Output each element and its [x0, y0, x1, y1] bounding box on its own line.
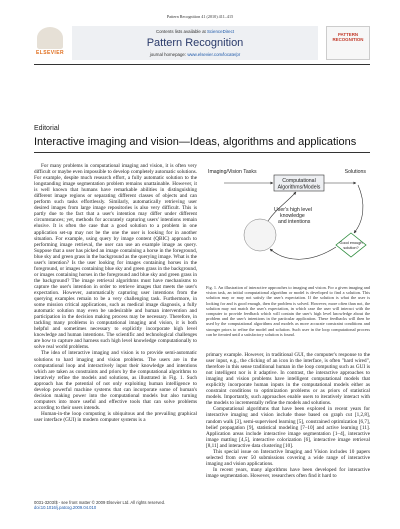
contents-line	[72, 29, 318, 34]
figure-label-tasks: Imaging/Vision Tasks	[208, 169, 257, 175]
figure-label-decision-2: solution?	[343, 246, 359, 250]
doi-link[interactable]: doi:10.1016/j.patcog.2009.04.010	[34, 505, 97, 510]
journal-masthead	[34, 26, 370, 60]
figure-label-knowledge-2: knowledge	[280, 213, 305, 219]
body-paragraph: This special issue on Interactive Imaging and Vision includes 10 papers selected from over 50 submissions covering a wide range of interactive imaging and vision applications.	[206, 448, 370, 467]
body-paragraph: Human-in-the loop computing is ubiquitous and the prevailing graphical user interface (GUI) in modern computer systems is a	[34, 410, 197, 423]
decision-diamond	[336, 233, 366, 257]
figure-label-algorithms-2: Algorithms/Models	[277, 184, 321, 191]
body-paragraph: For many problems in computational imaging and vision, it is often very difficult or maybe even impossible to develop completely automatic solutions. For example, despite much research effort, a fully automatic solution to the longstanding image segmentation problem remains unattainable. However, it is well known that humans have remarkable abilities in distinguishing different image regions or separating different classes of objects and can perform such tasks effortlessly. Similarly, automatically retrieving user desired images from large image repositories is also very difficult. This is partly due to the fact that a user's intention may differ under different circumstances; yet, methods for accurately capturing users' intentions remain elusive. It is often the case that a good solution to a problem in one application set-up may not be the one the user is looking for in another situation. For example, using query by image content (QBIC) approach to performing image retrieval, the user can use an example image as query. Suppose that a user has picked an image containing a horse in the foreground, blue sky and green grass in the background as the querying image. What is the user's intention? Is the user looking for images containing horses in the foreground, or images containing blue sky and green grass in the background, or images containing horses in the foreground and blue sky and green grass in the background? The image retrieval algorithms must have mechanisms to capture the user's intention in order to retrieve images that meets the user's expectation. However, automatically capturing user intentions from the querying examples remain to be a very challenging task. Furthermore, in some mission critical applications, such as medical image diagnosis, a fully automatic solution may even be undesirable and human intervention and participation in the decision making process may be necessary. Therefore, in tackling many problems in computational imaging and vision, it is both helpful and sometimes necessary to explicitly incorporate high level knowledge and human intentions. The scientific and technological challenges are how to capture and harness such high level knowledge computationally to solve real world problems.	[34, 163, 197, 351]
user-head-icon	[244, 219, 276, 251]
page-footer	[34, 500, 165, 510]
figure-label-knowledge-1: User's high level	[274, 207, 312, 213]
figure-label-decision-1: Good enough	[339, 241, 363, 245]
copyright-line: 0031-3203/$ - see front matter © 2009 Elsevier Ltd. All rights reserved.	[34, 500, 166, 505]
body-right-column	[206, 352, 370, 484]
figure-1	[206, 163, 370, 285]
journal-homepage-line	[72, 52, 318, 57]
title-rule	[34, 152, 370, 153]
elsevier-tree-icon	[37, 27, 63, 49]
arrow-check-to-user	[270, 247, 336, 259]
figure-caption: Fig. 1. An illustration of interactive approaches to imaging and vision. For a given imaging and vision task, an initial computational algorithm or model is developed to find a solution. This solution may or may not satisfy the user's expectation. If the solution is what the user is looking for and is good enough, then the problem is solved. However, more often than not, the solution may not match the user's expectation, in which case the user will interact with the computer to provide feedback which will contain the user's high level knowledge about the problem and the user's intentions in the particular application. These feedbacks will then be used by the computational algorithms and models as more accurate constraint conditions and stronger priors to refine the model and solution. Such user in the loop computational process can be iterated until a satisfactory solution is found.	[206, 285, 370, 337]
journal-title: Pattern Recognition	[146, 37, 244, 49]
figure-label-algorithms-1: Computational	[282, 178, 316, 184]
masthead-banner	[72, 26, 318, 60]
homepage-link[interactable]: www.elsevier.com/locate/pr	[187, 52, 241, 57]
sciencedirect-link[interactable]: ScienceDirect	[206, 29, 235, 34]
journal-cover-thumbnail	[326, 26, 370, 60]
cover-title: PATTERN RECOGNITION	[332, 32, 364, 42]
header-rule	[34, 64, 370, 65]
body-paragraph: Computational algorithms that have been explored in recent years for interactive imaging and vision include those based on graph cut [1,2,8], random walk [3], semi-supervised learning [5], constrained optimization [6,7], belief propagation [9], statistical modeling [7–10] and active learning [11]. Application areas include interactive image segmentation [1–4], interactive image matting [4,5], interactive colorization [6], interactive image retrieval [8,11] and interactive data clustering [10].	[206, 406, 370, 449]
figure-label-knowledge-3: and intentions	[278, 219, 311, 225]
body-left-column	[34, 163, 197, 483]
publisher-name: ELSEVIER	[36, 50, 64, 56]
interactive-loop-diagram	[206, 163, 370, 285]
homepage-prefix: journal homepage:	[149, 52, 188, 57]
article-section: Editorial	[34, 125, 60, 132]
arrow-solution-to-check	[354, 185, 363, 233]
body-paragraph: The idea of interactive imaging and vision is to provide semi-automatic solutions to hard imaging and vision problems. The users are in the computational loop and interactively input their knowledge and intentions which are taken as constraints and priors by the computational algorithms to iteratively refine the models and solutions, as illustrated in Fig. 1. Such approach has the potential of not only exploiting human intelligence to develop powerful machine systems that can incorporate some of human's decision making power into the computational models but also turning computers into more useful and effective tools that can solve problems according to their users intends.	[34, 350, 197, 411]
body-paragraph: primary example. However, in traditional GUI, the computer's response to the user input, e.g., the clicking of an icon in the interface, is often "hard wired", therefore in this sense traditional human in the loop computing such as GUI is not intelligent nor is it adaptive. In contrast, the interactive approaches to imaging and vision problems have intelligent computational models that explicitly incorporate human inputs in the computational models either as constraint conditions to optimization problems or as priors of statistical models. Importantly, such approaches enable users to iteratively interact with the models to incrementally refine the models and solutions.	[206, 352, 370, 407]
journal-citation: Pattern Recognition 41 (2010) 411–415	[166, 14, 234, 19]
figure-label-solutions: Solutions	[344, 169, 366, 175]
article-title: Interactive imaging and vision—Ideas, algorithms and applications	[34, 136, 357, 148]
publisher-logo	[34, 26, 66, 60]
body-paragraph: In recent years, many algorithms have been developed for interactive image segmentation. However, researchers often find it hard to	[206, 466, 370, 479]
contents-prefix: Contents lists available at	[155, 29, 207, 34]
